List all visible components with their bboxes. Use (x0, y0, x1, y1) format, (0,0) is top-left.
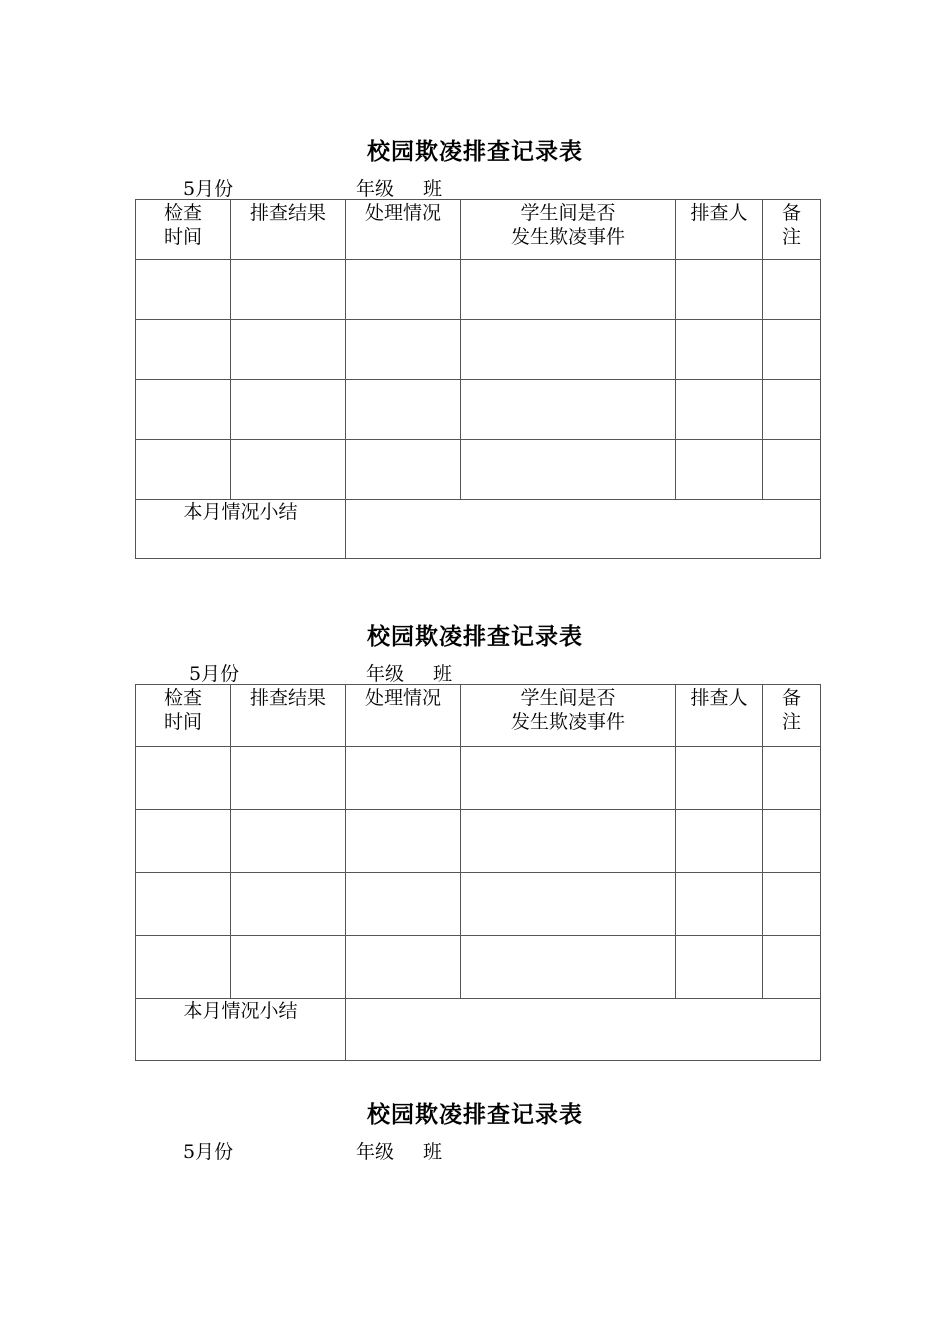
table-cell[interactable] (763, 440, 821, 500)
table-cell[interactable] (461, 873, 676, 936)
table-cell[interactable] (136, 320, 231, 380)
table-cell[interactable] (676, 260, 763, 320)
table-cell[interactable] (676, 810, 763, 873)
class-label: 班 (423, 1141, 443, 1163)
table-cell[interactable] (231, 320, 346, 380)
table-cell[interactable] (763, 380, 821, 440)
table-cell[interactable] (461, 810, 676, 873)
table-cell[interactable] (136, 747, 231, 810)
class-label: 班 (433, 663, 453, 685)
table-cell[interactable] (346, 873, 461, 936)
table-cell[interactable] (136, 260, 231, 320)
header-bullying: 学生间是否 发生欺凌事件 (461, 685, 676, 747)
table-cell[interactable] (346, 260, 461, 320)
table-cell[interactable] (231, 440, 346, 500)
header-row (136, 685, 821, 747)
record-table (135, 684, 821, 1061)
table-cell[interactable] (231, 747, 346, 810)
table-cell[interactable] (676, 380, 763, 440)
table-cell[interactable] (231, 380, 346, 440)
table-row (136, 936, 821, 999)
table-row (136, 380, 821, 440)
table-cell[interactable] (136, 810, 231, 873)
table-row (136, 747, 821, 810)
summary-field[interactable] (346, 500, 821, 559)
table-cell[interactable] (763, 936, 821, 999)
table-row (136, 440, 821, 500)
grade-label: 年级 (366, 663, 405, 685)
month-label: 5月份 (189, 663, 240, 685)
table-row (136, 260, 821, 320)
form-title: 校园欺凌排查记录表 (367, 623, 583, 650)
table-cell[interactable] (346, 380, 461, 440)
table-cell[interactable] (676, 873, 763, 936)
summary-label: 本月情况小结 (136, 999, 346, 1061)
table-cell[interactable] (676, 936, 763, 999)
month-label: 5月份 (183, 1141, 234, 1163)
table-cell[interactable] (763, 320, 821, 380)
table-cell[interactable] (346, 936, 461, 999)
table-cell[interactable] (231, 260, 346, 320)
header-row (136, 200, 821, 260)
table-cell[interactable] (136, 873, 231, 936)
summary-label: 本月情况小结 (136, 500, 346, 559)
grade-label: 年级 (356, 178, 395, 200)
table-cell[interactable] (461, 320, 676, 380)
header-bullying: 学生间是否 发生欺凌事件 (461, 200, 676, 260)
table-row (136, 873, 821, 936)
header-inspector: 排查人 (676, 200, 763, 260)
table-cell[interactable] (763, 873, 821, 936)
table-cell[interactable] (676, 320, 763, 380)
header-note: 备 注 (763, 685, 821, 747)
table-cell[interactable] (346, 810, 461, 873)
table-cell[interactable] (461, 260, 676, 320)
class-label: 班 (423, 178, 443, 200)
header-inspector: 排查人 (676, 685, 763, 747)
table-cell[interactable] (676, 747, 763, 810)
table-row (136, 320, 821, 380)
table-cell[interactable] (136, 936, 231, 999)
grade-label: 年级 (356, 1141, 395, 1163)
header-note: 备 注 (763, 200, 821, 260)
header-result: 排查结果 (231, 200, 346, 260)
header-check-time: 检查 时间 (136, 685, 231, 747)
table-cell[interactable] (231, 936, 346, 999)
form-title: 校园欺凌排查记录表 (367, 138, 583, 165)
table-cell[interactable] (346, 320, 461, 380)
table-cell[interactable] (346, 747, 461, 810)
table-cell[interactable] (763, 260, 821, 320)
table-cell[interactable] (763, 810, 821, 873)
month-label: 5月份 (183, 178, 234, 200)
table-cell[interactable] (346, 440, 461, 500)
summary-field[interactable] (346, 999, 821, 1061)
summary-row (136, 500, 821, 559)
header-handling: 处理情况 (346, 685, 461, 747)
table-cell[interactable] (461, 936, 676, 999)
table-cell[interactable] (231, 873, 346, 936)
table-cell[interactable] (676, 440, 763, 500)
header-result: 排查结果 (231, 685, 346, 747)
form-title: 校园欺凌排查记录表 (367, 1101, 583, 1128)
summary-row (136, 999, 821, 1061)
table-cell[interactable] (136, 380, 231, 440)
table-cell[interactable] (763, 747, 821, 810)
table-cell[interactable] (461, 380, 676, 440)
table-row (136, 810, 821, 873)
table-cell[interactable] (461, 747, 676, 810)
header-handling: 处理情况 (346, 200, 461, 260)
record-table (135, 199, 821, 559)
table-cell[interactable] (136, 440, 231, 500)
header-check-time: 检查 时间 (136, 200, 231, 260)
table-cell[interactable] (461, 440, 676, 500)
table-cell[interactable] (231, 810, 346, 873)
